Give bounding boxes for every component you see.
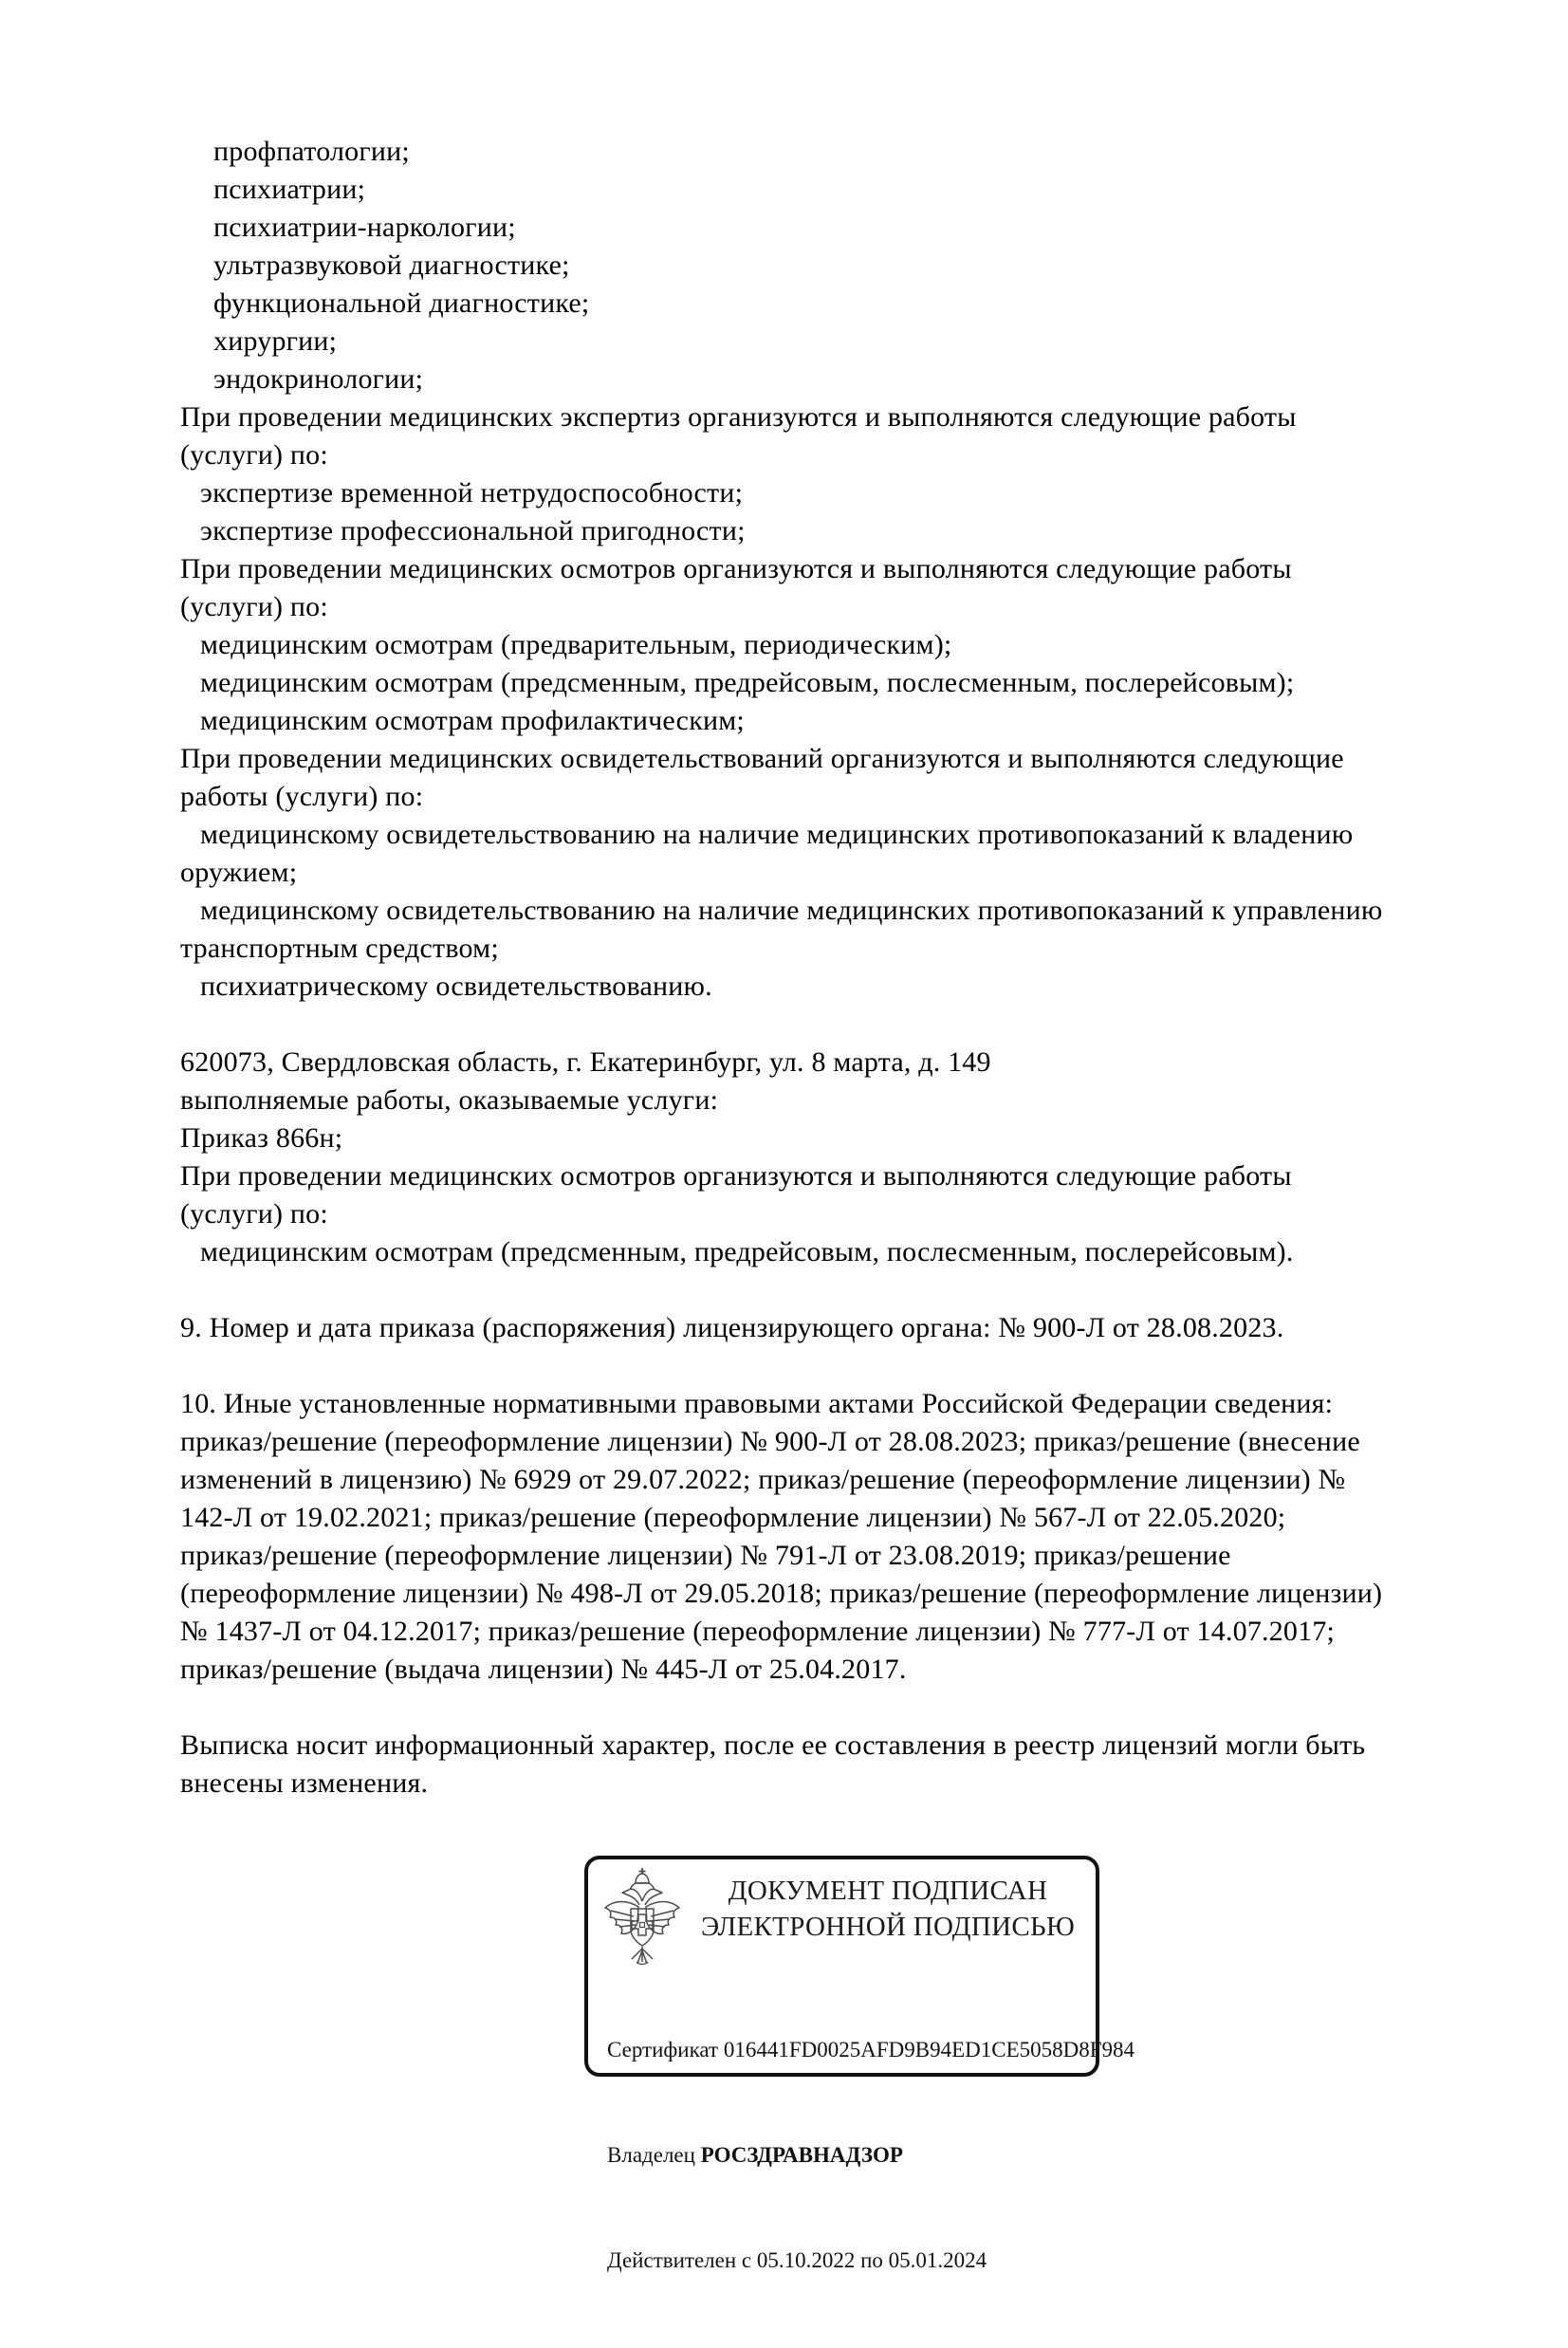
text-line: При проведении медицинских экспертиз организуются и выполняются следующие работы	[180, 401, 1297, 433]
text-line: (услуги) по:	[180, 1198, 328, 1229]
blank-line	[180, 1689, 1480, 1727]
stamp-title-line1: ДОКУМЕНТ ПОДПИСАН	[728, 1876, 1048, 1906]
text-line: медицинским осмотрам профилактическим;	[200, 705, 745, 736]
certificate-line	[607, 2032, 1135, 2067]
document-body	[180, 133, 1480, 1803]
stamp-details	[607, 1962, 1135, 2348]
text-line: оружием;	[180, 857, 298, 888]
text-line: приказ/решение (переоформление лицензии) № 791-Л от 23.08.2019; приказ/решение	[180, 1540, 1231, 1571]
text-line: психиатрическому освидетельствованию.	[200, 971, 712, 1002]
text-line: При проведении медицинских осмотров организуются и выполняются следующие работы	[180, 553, 1292, 584]
validity-line: Действителен с 05.10.2022 по 05.01.2024	[607, 2248, 987, 2272]
text-line: внесены изменения.	[180, 1767, 429, 1799]
blank-line	[180, 1006, 1480, 1044]
blank-line	[180, 1271, 1480, 1309]
text-line: экспертизе временной нетрудоспособности;	[200, 477, 744, 508]
text-line: (услуги) по:	[180, 439, 328, 471]
text-line: изменений в лицензию) № 6929 от 29.07.2022; приказ/решение (переоформление лицензии) №	[180, 1464, 1346, 1495]
text-line: выполняемые работы, оказываемые услуги:	[180, 1084, 719, 1116]
text-line: Выписка носит информационный характер, после ее составления в реестр лицензий могли быть	[180, 1729, 1366, 1761]
text-line: транспортным средством;	[180, 933, 499, 964]
text-line: медицинским осмотрам (предсменным, предрейсовым, послесменным, послерейсовым).	[200, 1236, 1294, 1267]
text-line: 9. Номер и дата приказа (распоряжения) лицензирующего органа: № 900-Л от 28.08.2023.	[180, 1312, 1284, 1343]
text-line: (услуги) по:	[180, 591, 328, 622]
owner-label: Владелец	[607, 2143, 701, 2167]
text-line: 620073, Свердловская область, г. Екатеринбург, ул. 8 марта, д. 149	[180, 1046, 991, 1078]
stamp-title-line2: ЭЛЕКТРОННОЙ ПОДПИСЬЮ	[700, 1912, 1076, 1942]
stamp-title	[692, 1873, 1083, 1945]
certificate-value: 016441FD0025AFD9B94ED1CE5058D8F984	[723, 2038, 1135, 2061]
text-line: приказ/решение (переоформление лицензии) № 900-Л от 28.08.2023; приказ/решение (внесение	[180, 1426, 1360, 1457]
text-line: 10. Иные установленные нормативными правовыми актами Российской Федерации сведения:	[180, 1388, 1334, 1419]
owner-line	[607, 2137, 1086, 2172]
text-line: хирургии;	[213, 325, 338, 357]
signature-stamp	[584, 1856, 1135, 2272]
text-line: № 1437-Л от 04.12.2017; приказ/решение (переоформление лицензии) № 777-Л от 14.07.2017;	[180, 1616, 1336, 1647]
text-line: медицинским осмотрам (предсменным, предрейсовым, послесменным, послерейсовым);	[200, 667, 1295, 698]
text-line: работы (услуги) по:	[180, 781, 424, 812]
text-line: эндокринологии;	[213, 363, 424, 395]
text-line: При проведении медицинских осмотров организуются и выполняются следующие работы	[180, 1160, 1292, 1192]
text-line: При проведении медицинских освидетельствований организуются и выполняются следующие	[180, 743, 1344, 774]
certificate-label: Сертификат	[607, 2038, 724, 2061]
text-line: психиатрии;	[213, 174, 366, 205]
blank-line	[180, 1347, 1480, 1385]
text-line: 142-Л от 19.02.2021; приказ/решение (переоформление лицензии) № 567-Л от 22.05.2020;	[180, 1502, 1286, 1533]
text-line: профпатологии;	[213, 136, 410, 167]
text-line: медицинским осмотрам (предварительным, периодическим);	[200, 629, 952, 660]
roszdravnadzor-emblem-icon	[603, 1867, 681, 1973]
text-line: (переоформление лицензии) № 498-Л от 29.05.2018; приказ/решение (переоформление лицензии)	[180, 1578, 1383, 1609]
owner-value: РОСЗДРАВНАДЗОР	[700, 2143, 903, 2167]
text-line: медицинскому освидетельствованию на наличие медицинских противопоказаний к владению	[200, 819, 1354, 850]
text-line: ультразвуковой диагностике;	[213, 250, 570, 281]
text-line: функциональной диагностике;	[213, 287, 590, 319]
text-line: экспертизе профессиональной пригодности;	[200, 515, 746, 546]
text-line: Приказ 866н;	[180, 1122, 343, 1154]
text-line: психиатрии-наркологии;	[213, 212, 516, 243]
text-line: приказ/решение (выдача лицензии) № 445-Л от 25.04.2017.	[180, 1654, 907, 1685]
text-line: медицинскому освидетельствованию на наличие медицинских противопоказаний к управлению	[200, 895, 1383, 926]
